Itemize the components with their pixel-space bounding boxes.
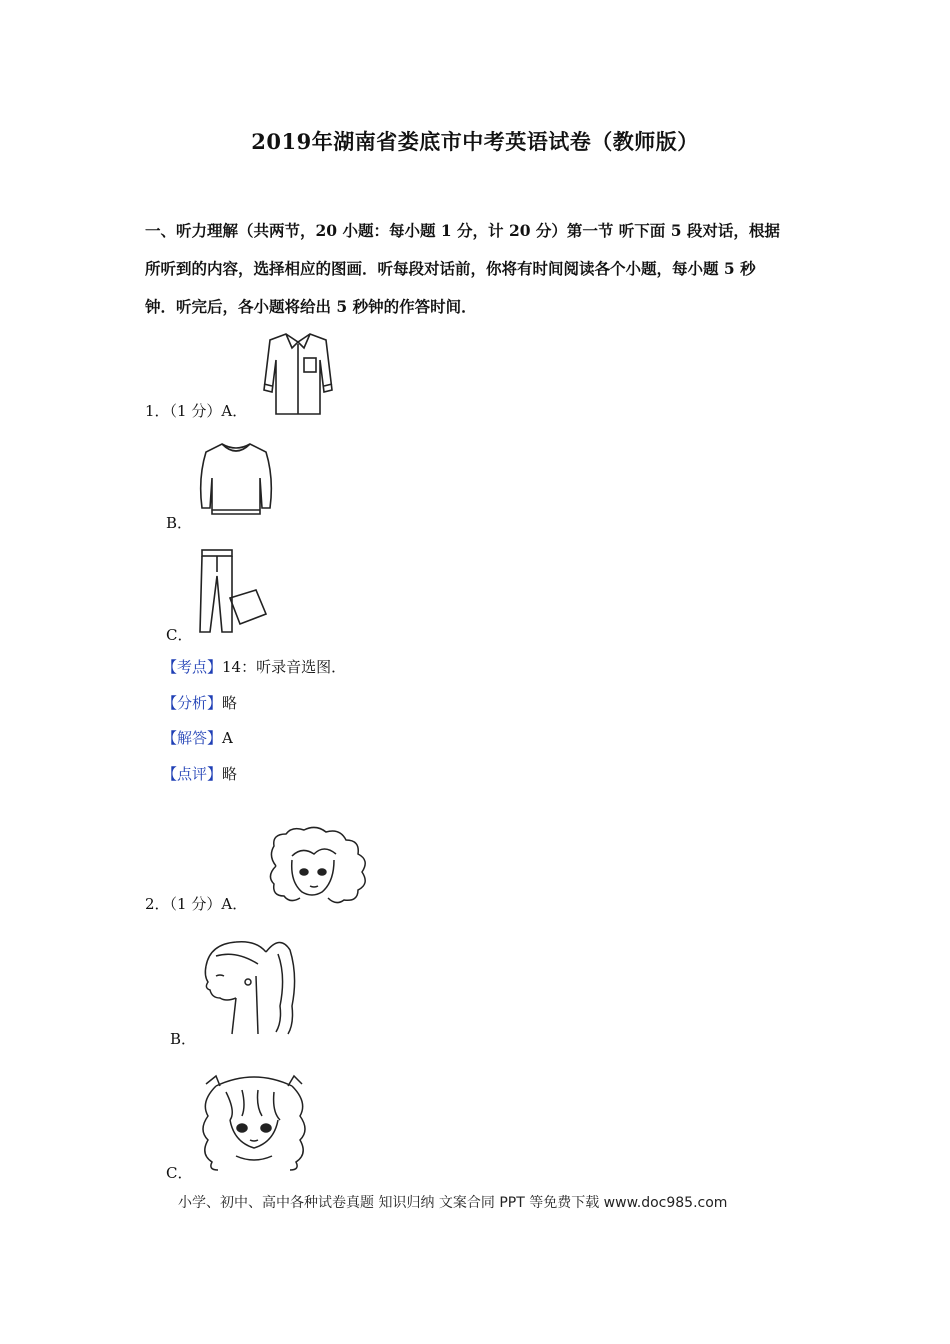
fenxi-text: 略 [222, 694, 238, 712]
q1-option-b-label: B． [166, 514, 193, 532]
tag-jieda: 【解答】 [162, 729, 223, 747]
q1-stem: 1．（1 分）A． [145, 402, 248, 420]
tag-dianping: 【点评】 [162, 765, 223, 783]
shirt-icon [262, 330, 334, 418]
q1-fenxi [162, 692, 237, 713]
sweater-icon [196, 438, 276, 522]
curly-hair-girl-icon [262, 826, 382, 906]
trousers-icon [196, 546, 268, 636]
ponytail-girl-icon [196, 936, 302, 1036]
q1-dianping [162, 763, 237, 784]
jieda-text: A [222, 729, 233, 747]
q2-option-b-label: B． [170, 1030, 197, 1048]
kaodian-text: 14：听录音选图． [222, 658, 347, 676]
q1-jieda [162, 727, 233, 748]
long-wavy-hair-girl-icon [196, 1072, 312, 1172]
instructions-line-1: 一、听力理解（共两节，20 小题：每小题 1 分，计 20 分）第一节 听下面 5 段对话，根据 [145, 221, 780, 240]
q1-kaodian [162, 656, 346, 677]
q1-option-c-label: C． [166, 626, 193, 644]
q2-stem: 2．（1 分）A． [145, 895, 248, 913]
instructions-line-3: 钟．听完后，各小题将给出 5 秒钟的作答时间． [145, 297, 477, 316]
page-footer: 小学、初中、高中各种试卷真题 知识归纳 文案合同 PPT 等免费下载 www.doc985.com [178, 1195, 728, 1211]
section-instructions [145, 212, 807, 326]
tag-fenxi: 【分析】 [162, 694, 223, 712]
q2-option-c-label: C． [166, 1164, 193, 1182]
instructions-line-2: 所听到的内容，选择相应的图画．听每段对话前，你将有时间阅读各个小题，每小题 5 秒 [145, 259, 756, 278]
dianping-text: 略 [222, 765, 238, 783]
page-title: 2019年湖南省娄底市中考英语试卷（教师版） [251, 129, 699, 154]
tag-kaodian: 【考点】 [162, 658, 223, 676]
